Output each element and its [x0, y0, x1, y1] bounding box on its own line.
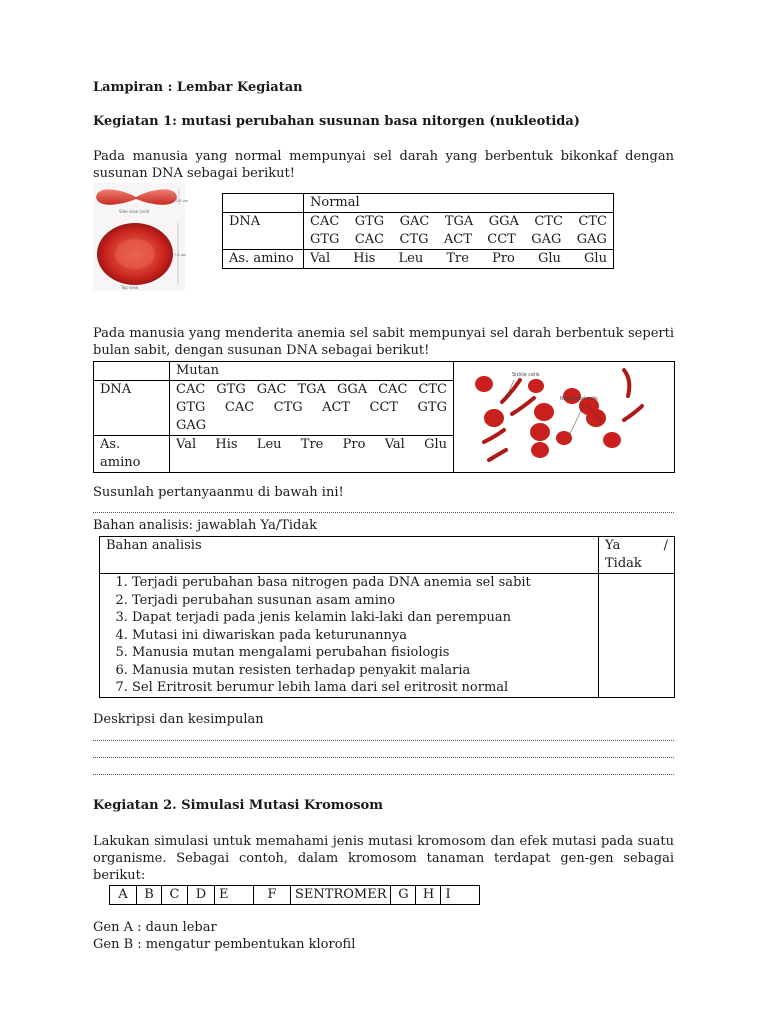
- analysis-table: [99, 536, 675, 698]
- dna-label: DNA: [223, 213, 304, 250]
- gene-cell: E: [215, 886, 254, 905]
- question-prompt: Susunlah pertanyaanmu di bawah ini!: [93, 485, 344, 500]
- sickle-cell-illustration: [454, 362, 674, 466]
- mutant-amino-row: Val His Leu Tre Pro Val Glu: [176, 437, 447, 452]
- activity-1-title: Kegiatan 1: mutasi perubahan susunan basa nitorgen (nukleotida): [93, 114, 580, 129]
- conclusion-line-3[interactable]: [93, 774, 674, 775]
- top-view-label: Top view: [121, 285, 139, 290]
- list-item: 2. Terjadi perubahan susunan asam amino: [132, 592, 592, 610]
- mutant-dna-row-2: GTG CAC CTG ACT CCT GTG: [176, 400, 447, 415]
- gene-cell: B: [137, 886, 162, 905]
- conclusion-line-1[interactable]: [93, 740, 674, 741]
- gene-cell: H: [416, 886, 441, 905]
- mutant-dna-row-1: CAC GTG GAC TGA GGA CAC CTC: [176, 382, 447, 397]
- normal-rbc-figure: [93, 183, 189, 291]
- page-heading: Lampiran : Lembar Kegiatan: [93, 80, 303, 95]
- list-item: 5. Manusia mutan mengalami perubahan fisiologis: [132, 644, 592, 662]
- normal-dna-row-1: CAC GTG GAC TGA GGA CTC CTC: [310, 214, 607, 229]
- normal-rbc-illustration: [93, 183, 189, 291]
- activity-2-intro: Lakukan simulasi untuk memahami jenis mutasi kromosom dan efek mutasi pada suatu organisme. Sebagai contoh, dalam kromosom tanaman terdapat gen-gen sebagai berikut:: [93, 834, 674, 883]
- gene-a-description: Gen A : daun lebar: [93, 920, 217, 935]
- mutant-dna-row-3: GAG: [176, 418, 207, 433]
- mutant-amino-label-1: As.: [100, 437, 121, 452]
- list-item: 1. Terjadi perubahan basa nitrogen pada DNA anemia sel sabit: [132, 574, 592, 592]
- gene-cell: C: [162, 886, 188, 905]
- list-item: 6. Manusia mutan resisten terhadap penyakit malaria: [132, 662, 592, 680]
- sickle-label: Sickle cells: [512, 372, 540, 378]
- normal-dna-table: [222, 193, 614, 269]
- gene-cell: F: [254, 886, 291, 905]
- gene-cell: D: [188, 886, 215, 905]
- gene-b-description: Gen B : mengatur pembentukan klorofil: [93, 937, 356, 952]
- dim-1-label: ~2.5 µm: [173, 199, 189, 203]
- answer-col-header: Ya / Tidak: [599, 537, 675, 574]
- list-item: 4. Mutasi ini diwariskan pada keturunannya: [132, 627, 592, 645]
- list-item: 7. Sel Eritrosit berumur lebih lama dari sel eritrosit normal: [132, 679, 592, 697]
- mutant-header: Mutan: [170, 362, 454, 381]
- question-answer-line[interactable]: [93, 512, 674, 513]
- mutant-amino-label-2: amino: [100, 455, 141, 470]
- answer-cell[interactable]: [599, 574, 675, 698]
- sickle-figure-cell: [454, 362, 675, 473]
- gene-cell: G: [391, 886, 416, 905]
- mutant-dna-label: DNA: [94, 381, 170, 436]
- gene-cell: A: [110, 886, 137, 905]
- chromosome-gene-table: [109, 885, 480, 905]
- gene-cell: I: [441, 886, 480, 905]
- normal-dna-row-2: GTG CAC CTG ACT CCT GAG GAG: [310, 232, 607, 247]
- list-item: 3. Dapat terjadi pada jenis kelamin laki-laki dan perempuan: [132, 609, 592, 627]
- mutant-dna-table: [93, 361, 675, 473]
- conclusion-line-2[interactable]: [93, 757, 674, 758]
- conclusion-label: Deskripsi dan kesimpulan: [93, 712, 264, 727]
- dim-2-label: ~7.5 µm: [171, 253, 187, 257]
- amino-label: As. amino: [223, 250, 304, 269]
- normal-intro: Pada manusia yang normal mempunyai sel darah yang berbentuk bikonkaf dengan susunan DNA sebagai berikut!: [93, 149, 674, 181]
- anemia-intro: Pada manusia yang menderita anemia sel sabit mempunyai sel darah berbentuk seperti bulan sabit, dengan susunan DNA sebagai berikut!: [93, 326, 674, 358]
- activity-2-title: Kegiatan 2. Simulasi Mutasi Kromosom: [93, 798, 383, 813]
- analysis-list: [106, 574, 592, 697]
- analysis-col-header: Bahan analisis: [100, 537, 599, 574]
- normal-amino-row: Val His Leu Tre Pro Glu Glu: [310, 251, 607, 266]
- analysis-intro: Bahan analisis: jawablah Ya/Tidak: [93, 518, 318, 533]
- side-view-label: Side view (cell): [119, 209, 150, 214]
- normal-header: Normal: [304, 194, 614, 213]
- rbc-label: Red blood cells: [560, 396, 598, 402]
- centromere-cell: SENTROMER: [291, 886, 391, 905]
